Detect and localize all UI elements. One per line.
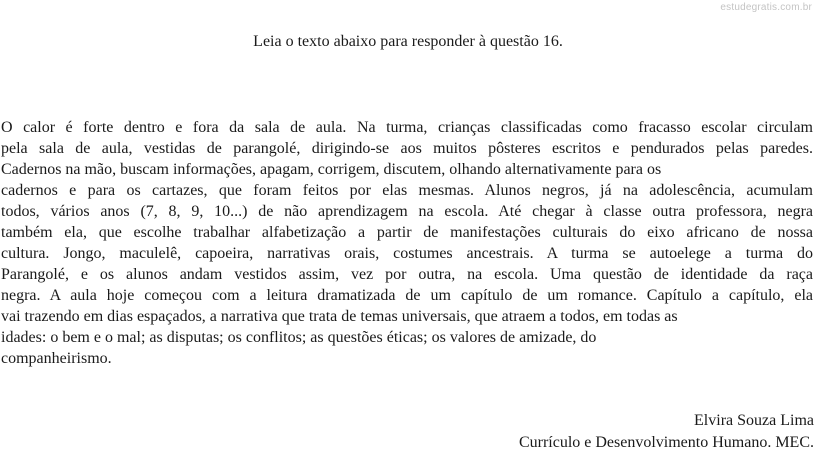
passage-line: Parangolé, e os alunos andam vestidos assim, vez por outra, na escola. Uma questão de identidade da raça bbox=[1, 266, 813, 283]
passage-line: também ela, que escolhe trabalhar alfabetização a partir de manifestações culturais do eixo africano de nossa bbox=[1, 224, 813, 241]
passage-line: O calor é forte dentro e fora da sala de aula. Na turma, crianças classificadas como fracasso escolar circulam bbox=[1, 119, 813, 136]
passage-line: cultura. Jongo, maculelê, capoeira, narrativas orais, costumes ancestrais. A turma se autoelege a turma do bbox=[1, 245, 813, 262]
passage-line: Cadernos na mão, buscam informações, apagam, corrigem, discutem, olhando alternativamente para os bbox=[1, 161, 662, 178]
site-watermark: estudegratis.com.br bbox=[720, 2, 812, 13]
passage-line: cadernos e para os cartazes, que foram feitos por elas mesmas. Alunos negros, já na adolescência, acumulam bbox=[1, 182, 813, 199]
passage-line: companheirismo. bbox=[1, 350, 112, 367]
passage-line: vai trazendo em dias espaçados, a narrativa que trata de temas universais, que atraem a todos, em todas as bbox=[1, 308, 678, 325]
passage-line: negra. A aula hoje começou com a leitura dramatizada de um capítulo de um romance. Capítulo a capítulo, ela bbox=[1, 287, 813, 304]
reading-passage bbox=[1, 117, 813, 369]
source-publication: Currículo e Desenvolvimento Humano. MEC. bbox=[518, 434, 814, 451]
passage-line: todos, vários anos (7, 8, 9, 10...) de não aprendizagem na escola. Até chegar à classe outra professora, negra bbox=[1, 203, 813, 220]
question-instruction: Leia o texto abaixo para responder à questão 16. bbox=[253, 33, 563, 50]
passage-line: idades: o bem e o mal; as disputas; os conflitos; as questões éticas; os valores de amizade, do bbox=[1, 329, 597, 346]
source-author: Elvira Souza Lima bbox=[694, 412, 814, 429]
passage-line: pela sala de aula, vestidas de parangolé, dirigindo-se aos muitos pôsteres escritos e pendurados pelas paredes. bbox=[1, 140, 813, 157]
source-citation bbox=[519, 410, 814, 454]
